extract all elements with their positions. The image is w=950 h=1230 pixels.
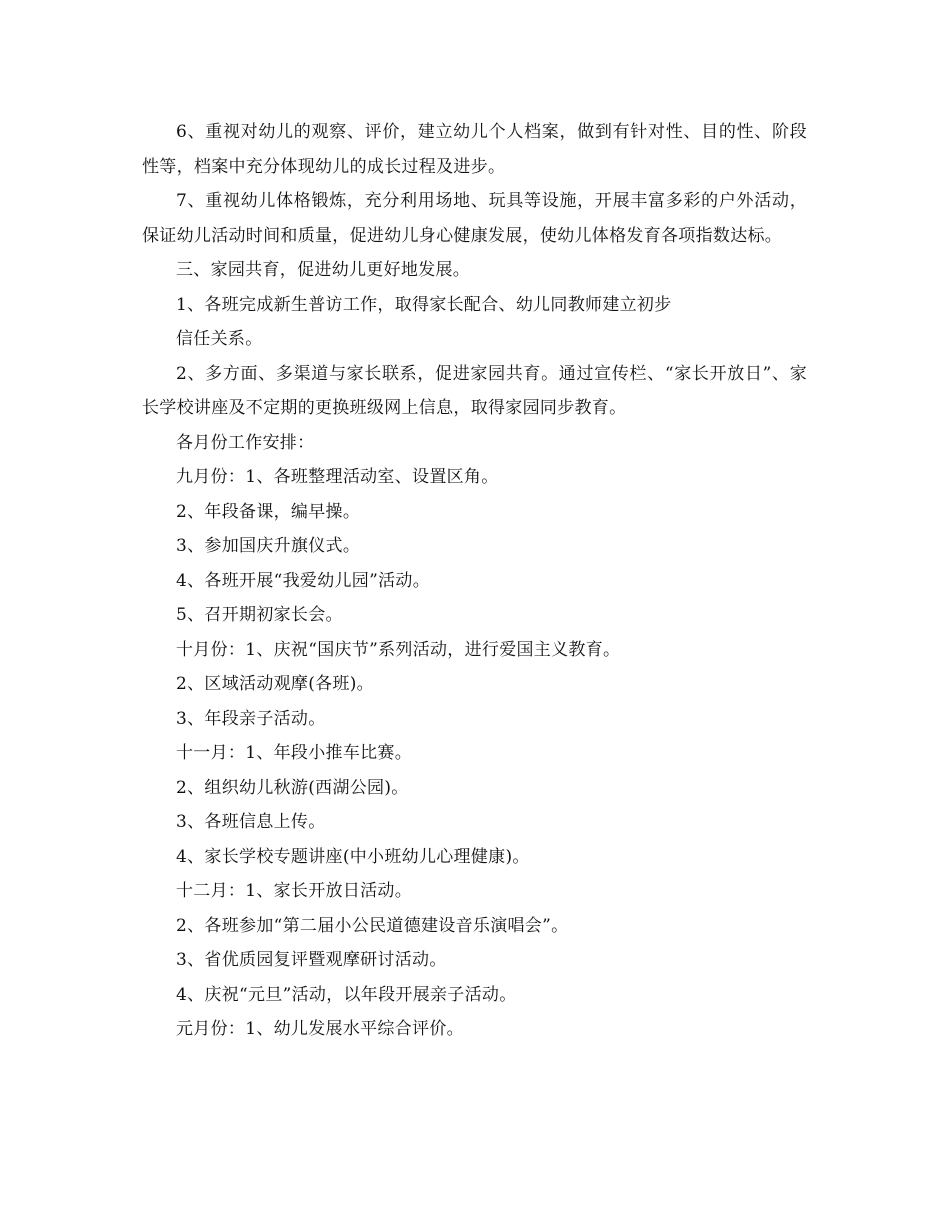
paragraph-item-2: 2、多方面、多渠道与家长联系，促进家园共育。通过宣传栏、“家长开放日”、家长学校讲座及不定期的更换班级网上信息，取得家园同步教育。	[142, 363, 807, 418]
schedule-line: 2、组织幼儿秋游(西湖公园)。	[176, 777, 409, 798]
schedule-line: 元月份：1、幼儿发展水平综合评价。	[176, 1019, 464, 1039]
paragraph-item-1-line-1: 1、各班完成新生普访工作，取得家长配合、幼儿同教师建立初步	[176, 294, 672, 315]
schedule-heading: 各月份工作安排：	[176, 432, 315, 453]
schedule-line: 十二月：1、家长开放日活动。	[176, 881, 413, 901]
schedule-line: 2、区域活动观摩(各班)。	[176, 674, 374, 694]
schedule-line: 3、年段亲子活动。	[176, 708, 326, 729]
schedule-line: 5、召开期初家长会。	[176, 605, 343, 625]
document-body	[142, 115, 807, 1047]
paragraph-item-6: 6、重视对幼儿的观察、评价，建立幼儿个人档案，做到有针对性、目的性、阶段性等，档案中充分体现幼儿的成长过程及进步。	[142, 122, 807, 177]
schedule-line: 3、各班信息上传。	[176, 812, 326, 832]
schedule-line: 十月份：1、庆祝“国庆节”系列活动，进行爱国主义教育。	[176, 639, 621, 660]
schedule-line: 2、年段备课，编早操。	[176, 501, 361, 522]
schedule-line: 2、各班参加“第二届小公民道德建设音乐演唱会”。	[176, 915, 569, 936]
schedule-line: 4、各班开展“我爱幼儿园”活动。	[176, 570, 430, 591]
schedule-line: 九月份：1、各班整理活动室、设置区角。	[176, 467, 499, 487]
schedule-line: 3、参加国庆升旗仪式。	[176, 536, 361, 556]
paragraph-item-7: 7、重视幼儿体格锻炼，充分利用场地、玩具等设施，开展丰富多彩的户外活动，保证幼儿活动时间和质量，促进幼儿身心健康发展，使幼儿体格发育各项指数达标。	[142, 191, 807, 246]
schedule-line: 3、省优质园复评暨观摩研讨活动。	[176, 950, 447, 970]
schedule-line: 4、庆祝“元旦”活动，以年段开展亲子活动。	[176, 984, 517, 1005]
paragraph-item-1-line-2: 信任关系。	[176, 329, 263, 349]
section-heading-home-school: 三、家园共育，促进幼儿更好地发展。	[176, 260, 471, 280]
schedule-line: 十一月：1、年段小推车比赛。	[176, 743, 413, 763]
schedule-line: 4、家长学校专题讲座(中小班幼儿心理健康)。	[176, 846, 530, 867]
